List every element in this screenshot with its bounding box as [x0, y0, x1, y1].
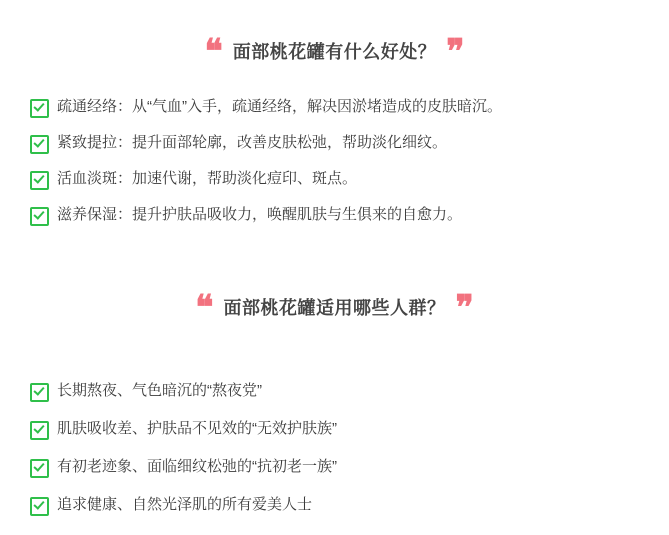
audience-heading-title: 面部桃花罐适用哪些人群？ [223, 298, 446, 318]
check-icon [30, 383, 49, 402]
list-item-text: 紧致提拉：提升面部轮廓，改善皮肤松弛，帮助淡化细纹。 [57, 134, 448, 151]
list-item [30, 418, 650, 440]
benefits-list [30, 96, 650, 240]
quote-close-icon: ❞ [455, 290, 474, 327]
benefits-heading-title: 面部桃花罐有什么好处？ [232, 42, 437, 62]
quote-open-icon: ❝ [204, 34, 223, 71]
audience-list [30, 380, 650, 532]
section-audience [0, 290, 669, 327]
list-item [30, 456, 650, 478]
check-icon [30, 207, 49, 226]
check-icon [30, 459, 49, 478]
audience-heading-row [0, 290, 669, 327]
list-item-text: 有初老迹象、面临细纹松弛的“抗初老一族” [57, 458, 337, 475]
list-item-text: 追求健康、自然光泽肌的所有爱美人士 [57, 496, 313, 513]
list-item [30, 380, 650, 402]
list-item-text: 滋养保湿：提升护肤品吸收力，唤醒肌肤与生俱来的自愈力。 [57, 206, 463, 223]
list-item [30, 96, 650, 118]
check-icon [30, 421, 49, 440]
check-icon [30, 99, 49, 118]
list-item-text: 疏通经络：从“气血”入手，疏通经络，解决因淤堵造成的皮肤暗沉。 [57, 98, 502, 115]
section-benefits [0, 34, 669, 71]
list-item [30, 204, 650, 226]
quote-close-icon: ❞ [446, 34, 465, 71]
quote-open-icon: ❝ [195, 290, 214, 327]
list-item [30, 168, 650, 190]
check-icon [30, 497, 49, 516]
benefits-heading-row [0, 34, 669, 71]
list-item-text: 肌肤吸收差、护肤品不见效的“无效护肤族” [57, 420, 337, 437]
list-item [30, 494, 650, 516]
check-icon [30, 171, 49, 190]
check-icon [30, 135, 49, 154]
list-item [30, 132, 650, 154]
list-item-text: 长期熬夜、气色暗沉的“熬夜党” [57, 382, 262, 399]
list-item-text: 活血淡斑：加速代谢，帮助淡化痘印、斑点。 [57, 170, 358, 187]
